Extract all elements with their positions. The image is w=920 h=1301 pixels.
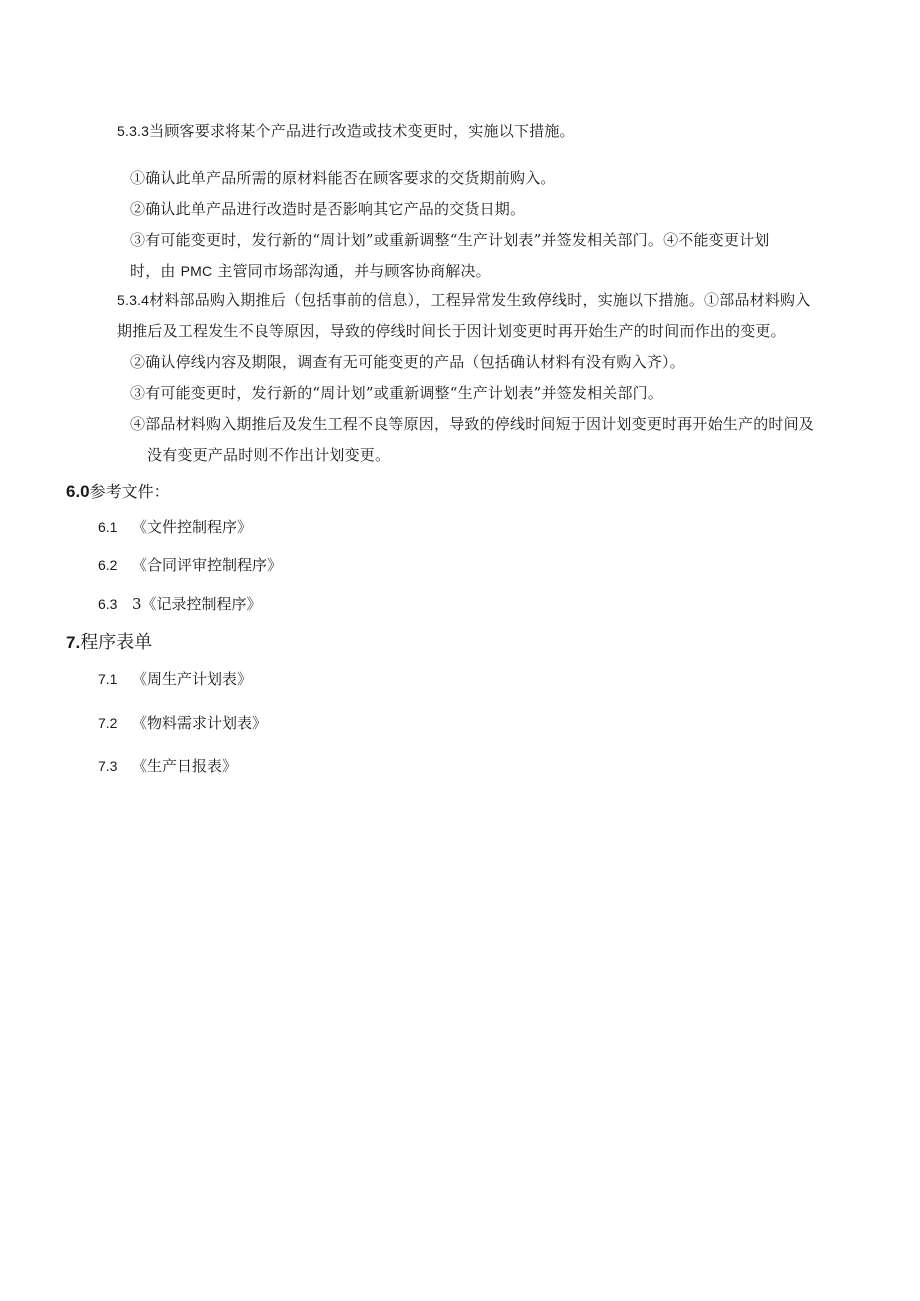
continuation-suffix: 主管同市场部沟通，并与顾客协商解决。 [212, 262, 491, 280]
section-5-3-3-title [117, 121, 575, 141]
form-number: 7.1 [98, 671, 118, 687]
list-item-continuation [130, 261, 491, 281]
reference-item [98, 517, 252, 537]
reference-number: 6.2 [98, 557, 118, 573]
list-item: ②确认停线内容及期限，调查有无可能变更的产品（包括确认材料有没有购入齐）。 [130, 353, 685, 371]
list-item: ②确认此单产品进行改造时是否影响其它产品的交货日期。 [130, 200, 526, 218]
section-number: 5.3.4 [117, 292, 150, 308]
reference-number: 6.1 [98, 519, 118, 535]
reference-number: 6.3 [98, 596, 118, 612]
reference-title: 3《记录控制程序》 [132, 595, 262, 613]
reference-item [98, 594, 262, 614]
pmc-abbr: PMC [180, 263, 213, 279]
form-title: 《生产日报表》 [132, 757, 238, 775]
reference-item [98, 555, 282, 575]
form-number: 7.3 [98, 758, 118, 774]
section-title-text: 程序表单 [80, 632, 153, 653]
reference-title: 《文件控制程序》 [132, 518, 253, 536]
section-title-text: 材料部品购入期推后（包括事前的信息），工程异常发生致停线时，实施以下措施。①部品材料购入 [149, 291, 811, 309]
form-item [98, 669, 252, 689]
section-6-heading [66, 480, 170, 504]
section-title-text: 参考文件： [89, 482, 170, 501]
list-item: ③有可能变更时，发行新的“周计划”或重新调整“生产计划表”并签发相关部门。④不能变更计划 [130, 231, 770, 249]
section-title-text: 当顾客要求将某个产品进行改造或技术变更时，实施以下措施。 [149, 122, 575, 140]
section-7-heading [66, 631, 152, 655]
reference-title: 《合同评审控制程序》 [132, 556, 283, 574]
section-5-3-4-title-line2: 期推后及工程发生不良等原因，导致的停线时间长于因计划变更时再开始生产的时间而作出的变更。 [117, 322, 786, 340]
form-item [98, 756, 237, 776]
form-number: 7.2 [98, 715, 118, 731]
continuation-prefix: 时，由 [130, 262, 181, 280]
section-number: 6.0 [66, 482, 90, 501]
list-item: ④部品材料购入期推后及发生工程不良等原因，导致的停线时间短于因计划变更时再开始生产的时间及 [130, 415, 815, 433]
form-title: 《周生产计划表》 [132, 670, 253, 688]
list-item: ③有可能变更时，发行新的“周计划”或重新调整“生产计划表”并签发相关部门。 [130, 384, 664, 402]
list-item: ①确认此单产品所需的原材料能否在顾客要求的交货期前购入。 [130, 169, 556, 187]
section-number: 5.3.3 [117, 123, 150, 139]
section-5-3-4-title [117, 290, 810, 310]
list-item-continuation: 没有变更产品时则不作出计划变更。 [147, 446, 391, 464]
form-item [98, 713, 267, 733]
section-number: 7. [66, 633, 81, 652]
form-title: 《物料需求计划表》 [132, 714, 268, 732]
